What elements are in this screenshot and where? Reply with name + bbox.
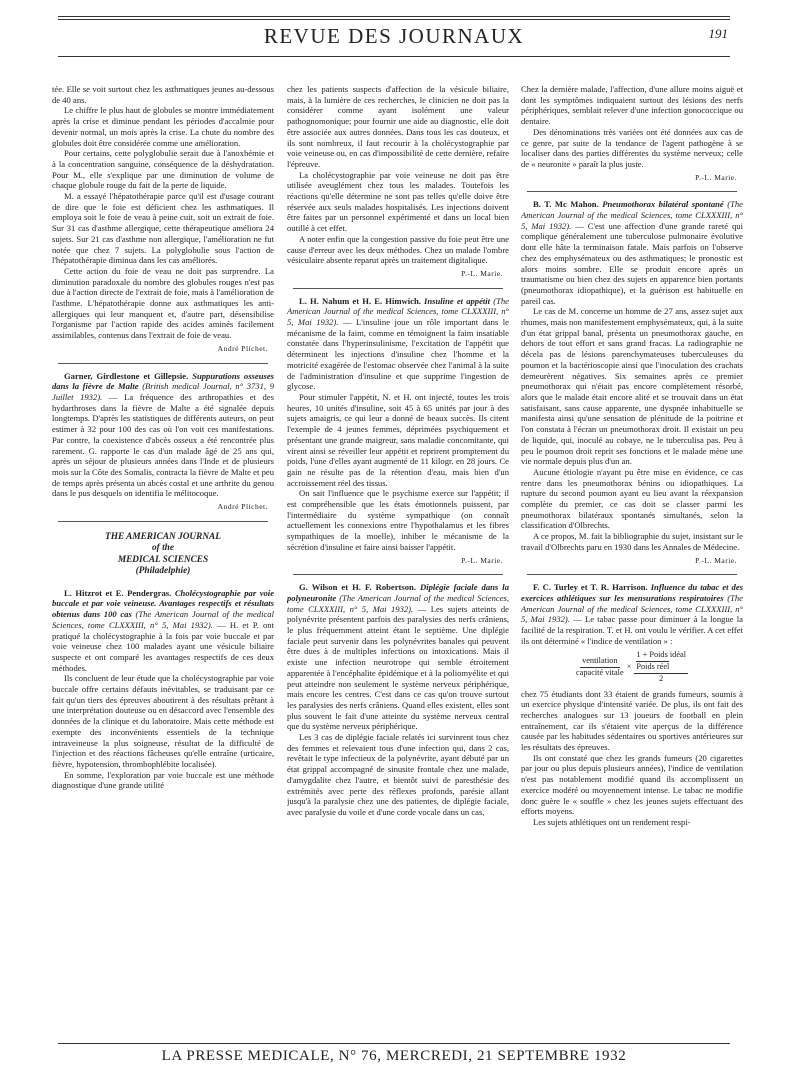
author-signature: P.-L. Marie. bbox=[461, 268, 503, 278]
article-heading bbox=[52, 371, 274, 499]
article-title: Influence du tabac et des exercices athlétiques sur les mensurations respiratoires bbox=[521, 582, 743, 603]
formula-numerator: ventilation bbox=[580, 656, 620, 668]
formula-numerator bbox=[634, 650, 688, 673]
article-text: — C'est une affection d'une grande rareté qui complique généralement une tuberculose pulmonaire évolutive dont elle hâte la terminaison fatale. Mais parfois on l'observe chez des emphysémateux ou des asthmatiques; le pronostic est alors moins sombre. Elle se produit encore après un traumatisme ou bien chez des sujets en apparence bien portants (pneumothorax idiopathique), et la guérison est habituelle en pareil cas. bbox=[521, 220, 743, 306]
paragraph: Pour certains, cette polyglobulie serait due à l'anoxhémie et à la concentration sanguine, conséquence de la déshydratation. Pour M., elle s'explique par une diminution de volume de chaque globule rouge du fait de la perte de liquide. bbox=[52, 148, 274, 191]
article-separator bbox=[58, 363, 268, 364]
article-heading bbox=[52, 588, 274, 674]
paragraph: A ce propos, M. fait la bibliographie du sujet, insistant sur le travail d'Olbrechts paru en 1930 dans les Annales de Médecine. bbox=[521, 531, 743, 552]
paragraph: M. a essayé l'hépatothérapie parce qu'il est d'usage courant de dire que le foie est déficient chez les asthmatiques. Il employa soit le foie de veau à peine cuit, soit un extrait de foie. Sur 31 cas d'asthme allergique, cette thérapeutique améliora 24 sujets. Sur 21 cas d'asthme non allergique, l'amélioration ne fut notée que chez 7 sujets. La polyglobulie sous l'action de l'hépatothérapie diminua dans les cas améliorés. bbox=[52, 191, 274, 266]
column-2 bbox=[287, 84, 509, 1039]
paragraph: tée. Elle se voit surtout chez les asthmatiques jeunes au-dessous de 40 ans. bbox=[52, 84, 274, 105]
article-title: Suppurations osseuses dans la fièvre de Malte bbox=[52, 370, 274, 392]
article-heading bbox=[287, 296, 509, 392]
top-rule bbox=[58, 16, 730, 17]
formula-weight-ratio-top: 1 + Poids idéal bbox=[636, 650, 686, 660]
paragraph: Pour stimuler l'appétit, N. et H. ont injecté, toutes les trois heures, 10 unités d'insuline, soit 45 à 65 unités par jour à des sujets amaigris, ce qui leur a donné de beaux succès. Ils citent l'exemple de 4 jeunes femmes, déprimées psychiquement et présentant une grande maigreur, sans maladie concomitante, qui virent ainsi se réveiller leur appétit et reprirent promptement du poids, l'une d'elles ayant augmenté de 11 kilogr. en 28 jours. Ce gain ne résulte pas de la rétention d'eau, mais bien d'un accroissement réel des tissus. bbox=[287, 391, 509, 488]
paragraph: Ils concluent de leur étude que la cholécystographie par voie buccale offre certains défauts inévitables, se traduisant par ce fait qu'un tiers des épreuves aboutirent à des résultats prêtant à une interprétation douteuse ou en désaccord avec l'ensemble des données de la clinique et du laboratoire. Mais cette méthode est exempte des inconvénients essentiels de la technique intraveineuse la plus soigneuse, résultat de la difficulté de l'injection et des réactions fâcheuses qu'elle entraîne (urticaire, fièvre, hypotension, thrombophlébite localisée). bbox=[52, 673, 274, 769]
article-reference: (The American Journal of the medical Sciences, tome CLXXXIII, n° 5, Mai 1932). bbox=[287, 592, 509, 614]
ventilation-index-formula bbox=[521, 650, 743, 684]
article-authors: Garner, Girdlestone et Gillepsie. bbox=[64, 370, 189, 381]
article-text: — La fréquence des arthropathies et des hydarthroses dans la fièvre de Malte a été signalée depuis longtemps. D'après les statistiques de différents auteurs, on peut estimer à 32 pour 100 des cas où l'on voit ces manifestations. Par contre, la coexistence d'abcès osseux a été rencontrée plus rarement. G. rapporte le cas d'un malade âgé de 25 ans qui, après un séjour de plusieurs années dans l'Inde et de plusieurs mois sur la Côte des Somalis, contracta la fièvre de Malte et peu de temps après présenta un abcès costal et une arthrite du genou dans le pus desquels on identifia le mélitocoque. bbox=[52, 391, 274, 499]
paragraph: Le chiffre le plus haut de globules se montre immédiatement après la crise et diminue pendant les périodes d'accalmie pour devenir normal, un mois après la crise. La chute du nombre des globules doit être considérée comme une amélioration. bbox=[52, 105, 274, 148]
paragraph: chez 75 étudiants dont 33 étaient de grands fumeurs, soumis à un exercice physique d'intensité variée. De plus, ils ont fait des recherches analogues sur 13 joueurs de football en plein entraînement, car ils s'étaient vite aperçus de la différence causée par les habitudes sédentaires ou sportives antérieures sur les résultats des épreuves. bbox=[521, 688, 743, 753]
formula-left-fraction bbox=[576, 656, 624, 678]
paragraph: Les 3 cas de diplégie faciale relatés ici survinrent tous chez des femmes et relevaient tous d'une infection qui, dans 2 cas, revêtait le type infectieux de la polynévrite, ayant débuté par un état grippal accompagné de sinusite frontale chez une malade, d'amygdalite chez l'autre, et bientôt suivi de paresthésie des extrémités avec perte des réflexes profonds, parésie allant jusqu'à la paralysie chez une des patientes, de diplégie faciale, avec paralysie du voile et d'une corde vocale dans un cas, bbox=[287, 732, 509, 817]
article-reference: (The American Journal of the medical Sciences, tome CLXXXIII, n° 5, Mai 1932). bbox=[52, 609, 274, 630]
page-number: 191 bbox=[708, 26, 728, 41]
author-signature: P.-L. Marie. bbox=[695, 555, 737, 565]
running-title: REVUE DES JOURNAUX bbox=[263, 24, 525, 48]
formula-right-fraction bbox=[634, 650, 688, 684]
paragraph: Cette action du foie de veau ne doit pas surprendre. La diminution paradoxale du nombre des globules rouges n'est pas due à l'action directe de l'extrait de foie, mais à l'amélioration de l'asthme. L'hépatothérapie donne aux asthmatiques les anti-allergiques qui leur manquent et, d'autre part, désensibilise l'organisme par l'action rapide des acides aminés facilement assimilables, contenus dans l'extrait de foie de veau. bbox=[52, 265, 274, 341]
journal-city: (Philadelphie) bbox=[135, 566, 191, 577]
article-reference: (British medical Journal, n° 3731, 9 Juillet 1932). bbox=[52, 381, 274, 402]
article-heading bbox=[287, 582, 509, 732]
article-separator bbox=[58, 521, 268, 522]
article-heading bbox=[521, 199, 743, 306]
article-separator bbox=[293, 574, 503, 575]
paragraph: chez les patients suspects d'affection de la vésicule biliaire, mais, à la lumière de ces recherches, le clinicien ne doit pas la considérer comme ayant isolément une valeur pathognomonique; pour fournir une aide au diagnostic, elle doit être associée aux autres données. Dans tous les cas douteux, et ils sont nombreux, il faut recourir à la cholécystographie par voie veineuse ou, en cas d'impossibilité de cette dernière, refaire l'épreuve. bbox=[287, 84, 509, 169]
paragraph: Chez la dernière malade, l'affection, d'une allure moins aiguë et dont les symptômes indiquaient surtout des lésions des nerfs périphériques, semblait relever d'une infection gonococcique ou dentaire. bbox=[521, 84, 743, 127]
article-text: — H. et P. ont pratiqué la cholécystographie à la fois par voie buccale et par voie veineuse chez 100 malades ayant une vésicule biliaire suspecte et ont comparé les avantages respectifs de ces deux méthodes. bbox=[52, 619, 274, 673]
article-title: Insuline et appétit bbox=[424, 295, 491, 306]
formula-denominator: capacité vitale bbox=[576, 668, 624, 677]
author-signature: André Plichet. bbox=[217, 343, 268, 353]
paragraph: En somme, l'exploration par voie buccale est une méthode diagnostique d'une grande utilité bbox=[52, 769, 274, 791]
paragraph: Les sujets athlétiques ont un rendement respi- bbox=[533, 817, 691, 827]
formula-times: × bbox=[626, 662, 632, 672]
article-authors: L. H. Nahum et H. E. Himwich. bbox=[299, 295, 421, 306]
journal-section-heading bbox=[52, 532, 274, 578]
author-signature: P.-L. Marie. bbox=[695, 172, 737, 182]
paragraph: Des dénominations très variées ont été données aux cas de ce genre, par suite de la tendance de l'agent pathogène à se localiser dans des parties différentes du système nerveux; celle de « neuronite » paraît la plus juste. bbox=[521, 126, 743, 169]
top-rule-thin bbox=[58, 19, 730, 20]
article-reference: (The American Journal of the medical Sciences, tome CLXXXIII, n° 5, Mai 1932). bbox=[521, 592, 743, 625]
article-reference: (The American Journal of the medical Sciences, tome CLXXXIII, n° 5, Mai 1932). bbox=[287, 295, 509, 328]
article-separator bbox=[527, 574, 737, 575]
journal-name-line: of the bbox=[152, 543, 174, 554]
article-title: Diplégie faciale dans la polyneuronite bbox=[287, 582, 509, 603]
page-header bbox=[58, 22, 730, 54]
article-authors: F. C. Turley et T. R. Harrison. bbox=[533, 582, 648, 593]
formula-weight-ratio-bottom: Poids réel bbox=[636, 662, 670, 672]
formula-denominator: 2 bbox=[659, 673, 664, 683]
journal-name-line: MEDICAL SCIENCES bbox=[117, 554, 209, 565]
article-text: — Les sujets atteints de polynévrite présentent parfois des paralysies des nerfs crâniens, le plus fréquemment atteint étant le septième. Une diplégie faciale peut survenir dans les polynévrites banales qui peuvent être dues à de multiples infections ou intoxications. Mais il existe une infection neurotrope qui semble étroitement apparentée à l'encéphalite épidémique et à la poliomyélite et qui peut atteindre non seulement le système nerveux périphérique, mais encore les centres. C'est dans ce cas qu'on trouve surtout les paralysies des nerfs crâniens. Quand elles existent, elles sont plus souvent le fait d'une atteinte du système nerveux central que du système nerveux périphérique. bbox=[287, 603, 509, 732]
paragraph: Aucune étiologie n'ayant pu être mise en évidence, ce cas rentre dans les pneumothorax bénins ou idiopathiques. La rupture du second poumon ayant eu lieu avant la réexpansion complète du premier, ce cas doit se classer parmi les pneumothorax bilatéraux spontanés simultanés, selon la classification d'Olbrechts. bbox=[521, 466, 743, 531]
article-title: Cholécystographie par voie buccale et par voie veineuse. Avantages respectifs et résultats obtenus dans 100 cas bbox=[52, 587, 274, 620]
paragraph: A noter enfin que la congestion passive du foie peut être une cause d'erreur avec les deux méthodes. Chez un malade l'ombre vésiculaire absente reparut après un traitement digitalique. bbox=[287, 233, 509, 266]
article-authors: L. Hitzrot et E. Pendergras. bbox=[64, 587, 172, 598]
article-reference: (The American Journal of the medical Sciences, tome CLXXXIII, n° 5, Mai 1932). bbox=[521, 199, 743, 231]
article-separator bbox=[527, 191, 737, 192]
column-3 bbox=[521, 84, 743, 1039]
article-text: — Le tabac passe pour diminuer à la longue la facilité de la respiration. T. et H. ont voulu le vérifier. A cet effet ils ont déterminé « l'indice de ventilation » : bbox=[521, 614, 743, 646]
footer-rule bbox=[58, 1043, 730, 1044]
article-authors: G. Wilson et H. F. Robertson. bbox=[299, 582, 416, 593]
column-1 bbox=[52, 84, 274, 1039]
header-rule bbox=[58, 56, 730, 57]
author-signature: André Plichet. bbox=[217, 502, 268, 512]
paragraph: Ils ont constaté que chez les grands fumeurs (20 cigarettes par jour ou plus depuis plusieurs années), l'indice de ventilation n'est pas notablement modifié quand ils accomplissent un exercice modéré ou moyennement intense. Le tabac ne modifie donc guère le « souffle » chez les jeunes sujets effectuant des efforts moyens. bbox=[521, 752, 743, 817]
paragraph: Le cas de M. concerne un homme de 27 ans, assez sujet aux rhumes, mais non manifestement emphysémateux, qui, à la suite d'un état grippal banal, présenta un pneumothorax gauche, en dehors de tout effort et sans grand fracas. La radiographie ne décela pas de lésions parenchymateuses tuberculeuses du poumon et la bactérioscopie ainsi que l'inoculation des crachats demeurèrent négatives. Six semaines après ce premier pneumothorax qui n'était pas encore complètement résorbé, alors que le malade était encore alité et se trouvait dans un état satisfaisant, sans cause apparente, une dyspnée inhabituelle se manifesta ainsi qu'une sensation de plénitude de la poitrine et l'on constata à l'écran un pneumothorax droit. Il existait un peu de liquide, qui, inoculé au cobaye, ne le tuberculisa pas. Peu à peu le poumon droit reprit ses fonctions et le malade mène une vie normale depuis plus d'un an. bbox=[521, 306, 743, 467]
article-authors: B. T. Mc Mahon. bbox=[533, 199, 599, 210]
article-title: Pneumothorax bilatéral spontané bbox=[602, 199, 724, 210]
paragraph: On sait l'influence que le psychisme exerce sur l'appétit; il est compréhensible que les états émotionnels puissent, par l'intermédiaire du système sympathique (on connaît actuellement les connexions entre l'hypothalamus et les fibres sympathiques de la moelle), inhiber le mécanisme de la sécrétion d'insuline et faire ainsi baisser l'appétit. bbox=[287, 488, 509, 552]
article-text: — L'insuline joue un rôle important dans le mécanisme de la faim, comme en témoignent la faim insatiable constatée dans l'hyperinsulinisme, l'excitation de l'appétit que déterminent les injections d'insuline chez l'homme et la motricité exagérée de l'estomac observée chez l'animal à la suite de l'administration d'insuline et que supprime l'ingestion de glycose. bbox=[287, 317, 509, 392]
journal-name-line: THE AMERICAN JOURNAL bbox=[105, 531, 221, 542]
page-footer: LA PRESSE MEDICALE, N° 76, MERCREDI, 21 SEPTEMBRE 1932 bbox=[161, 1048, 627, 1064]
author-signature: P.-L. Marie. bbox=[461, 555, 503, 565]
article-separator bbox=[293, 288, 503, 289]
paragraph: La cholécystographie par voie veineuse ne doit pas être utilisée aveuglément chez tous les malades. Toutefois les réactions qu'elle détermine ne sont pas telles qu'elle doive être réservée aux seuls malades hospitalisés. Les injections doivent être faites par un personnel expérimenté et dans un local bien outillé à cet effet. bbox=[287, 169, 509, 234]
article-heading bbox=[521, 582, 743, 646]
